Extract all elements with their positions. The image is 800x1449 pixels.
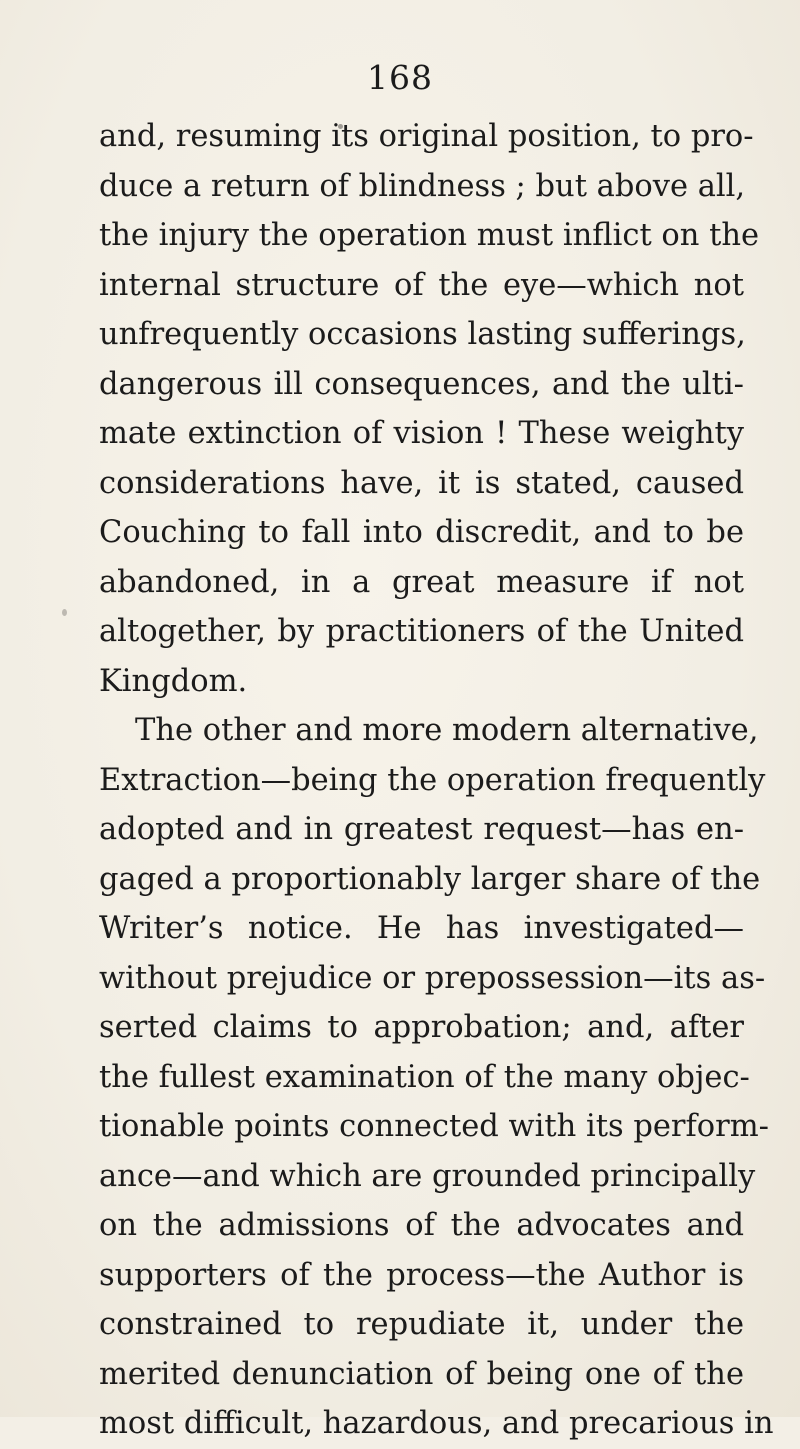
text-line: most difficult, hazardous, and precarious in (99, 1406, 774, 1441)
text-line: and, resuming its original position, to pro- (99, 119, 754, 154)
text-line: abandoned, in a great measure if not (99, 564, 744, 600)
text-line: ance—and which are grounded principally (99, 1158, 756, 1194)
text-line: the injury the operation must inflict on the (99, 218, 760, 253)
text-line: adopted and in greatest request—has en- (99, 812, 744, 847)
text-line: duce a return of blindness ; but above all, (99, 168, 746, 204)
text-line: internal structure of the eye—which not (99, 267, 744, 303)
ink-speck (62, 609, 67, 616)
text-line: Kingdom. (99, 663, 248, 699)
text-line: serted claims to approbation; and, after (99, 1010, 744, 1045)
page-number: 168 (367, 58, 433, 97)
text-line: unfrequently occasions lasting sufferings, (99, 317, 746, 352)
text-line: tionable points connected with its perform- (99, 1109, 769, 1144)
text-line: Couching to fall into discredit, and to be (99, 515, 744, 550)
text-line: dangerous ill consequences, and the ulti- (99, 366, 744, 402)
text-line: The other and more modern alternative, (135, 713, 759, 748)
text-line: the fullest examination of the many objec- (99, 1059, 750, 1095)
text-line: merited denunciation of being one of the (99, 1356, 744, 1392)
text-line: without prejudice or prepossession—its as- (99, 960, 766, 996)
text-line: constrained to repudiate it, under the (99, 1307, 744, 1342)
text-line: considerations have, it is stated, caused (99, 465, 744, 501)
text-line: Extraction—being the operation frequently (99, 762, 766, 798)
text-line: altogether, by practitioners of the United (99, 614, 744, 649)
text-line: supporters of the process—the Author is (99, 1257, 744, 1293)
text-line: Writer’s notice. He has investigated— (99, 911, 744, 946)
text-line: on the admissions of the advocates and (99, 1208, 744, 1243)
text-line: mate extinction of vision ! These weighty (99, 416, 744, 451)
body-text (99, 112, 774, 1449)
text-line: gaged a proportionably larger share of the (99, 861, 761, 897)
